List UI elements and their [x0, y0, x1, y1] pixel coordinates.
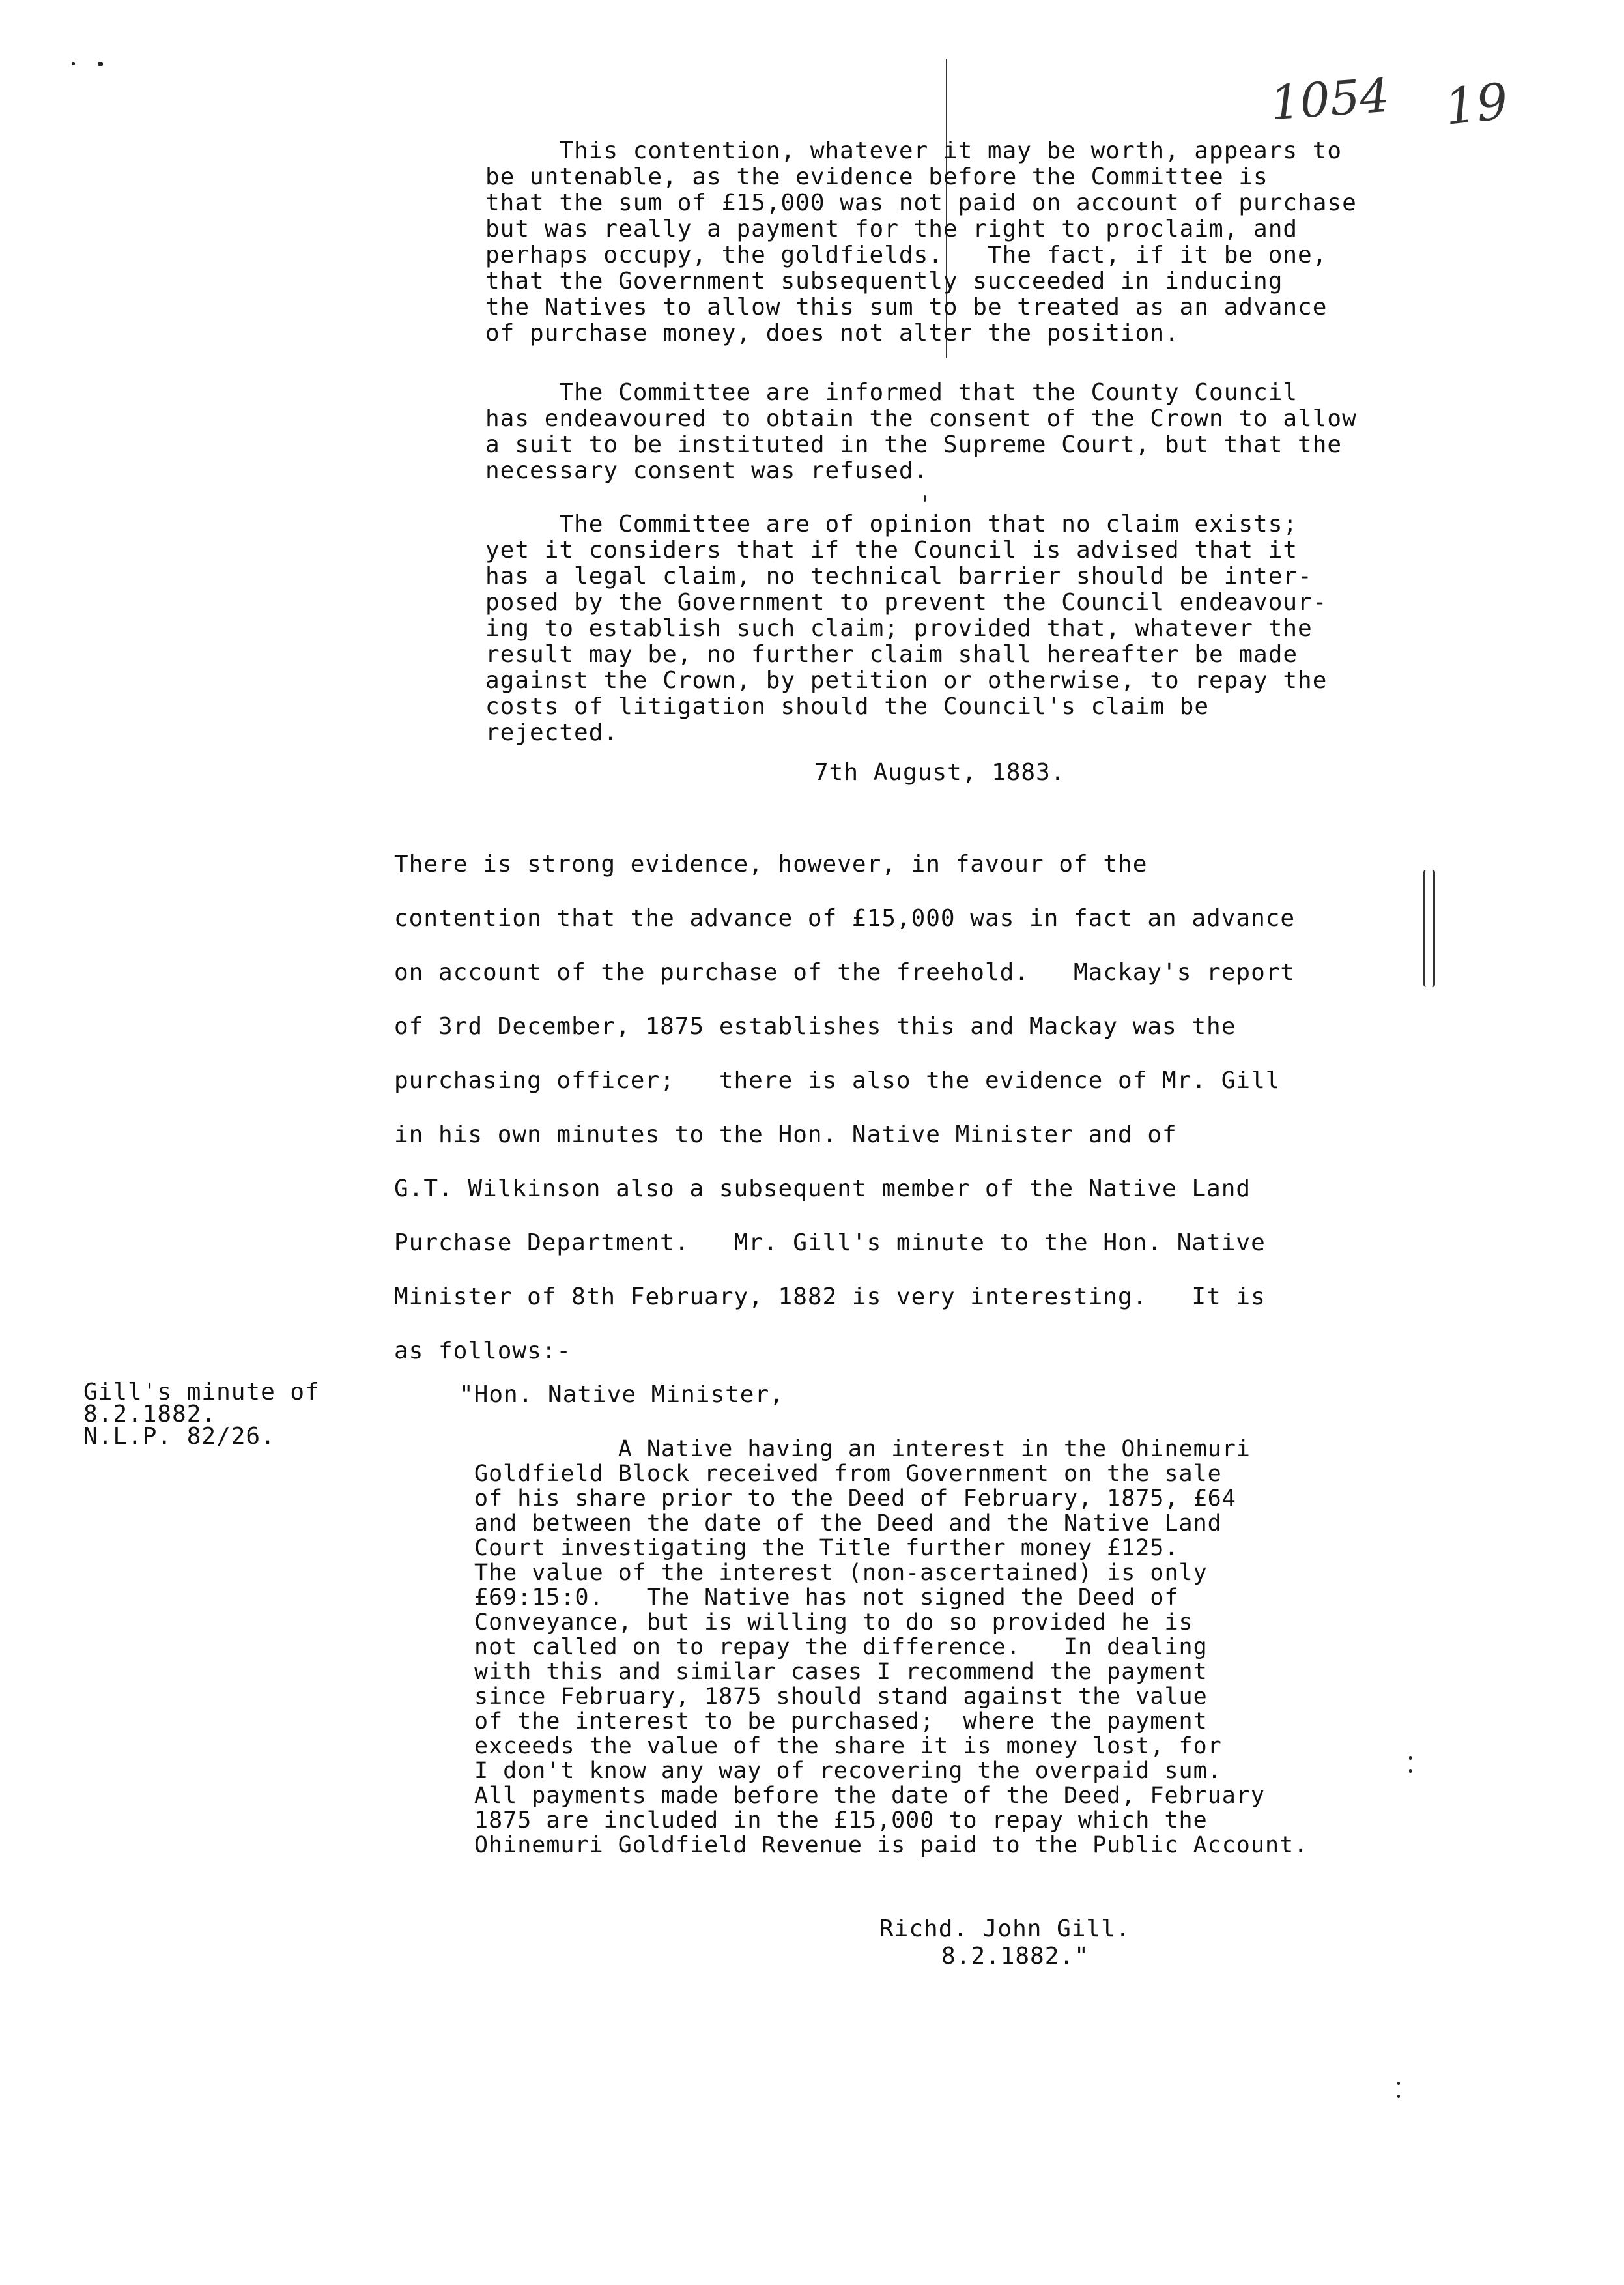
text-line: Purchase Department. Mr. Gill's minute to the Hon. Native	[394, 1229, 1266, 1256]
text-line: £69:15:0. The Native has not signed the Deed of	[474, 1585, 1179, 1611]
text-line: N.L.P. 82/26.	[83, 1423, 276, 1450]
scan-speck	[72, 62, 75, 65]
committee-report-paragraph	[485, 380, 1357, 484]
text-line: on account of the purchase of the freehold. Mackay's report	[394, 959, 1296, 986]
text-line: Ohinemuri Goldfield Revenue is paid to the Public Account.	[474, 1832, 1309, 1858]
text-line: but was really a payment for the right to proclaim, and	[485, 216, 1298, 242]
signature-name: Richd. John Gill.	[879, 1916, 1131, 1942]
text-line: of 3rd December, 1875 establishes this and Mackay was the	[394, 1013, 1236, 1040]
text-line: the Natives to allow this sum to be treated as an advance	[485, 294, 1328, 321]
text-line: and between the date of the Deed and the Native Land	[474, 1510, 1222, 1536]
text-line: with this and similar cases I recommend the payment	[474, 1659, 1208, 1685]
text-line: that the Government subsequently succeeded in inducing	[485, 268, 1283, 295]
text-line: of purchase money, does not alter the position.	[485, 320, 1180, 347]
text-line: necessary consent was refused.	[485, 457, 929, 484]
committee-report-paragraph	[485, 511, 1327, 746]
scan-speck	[98, 62, 103, 66]
text-line: G.T. Wilkinson also a subsequent member of the Native Land	[394, 1175, 1251, 1202]
text-line: contention that the advance of £15,000 was in fact an advance	[394, 905, 1296, 932]
text-line: 1875 are included in the £15,000 to repay which the	[474, 1807, 1208, 1833]
margin-note	[83, 1381, 320, 1448]
text-line: has a legal claim, no technical barrier should be inter-	[485, 563, 1313, 590]
text-line: Minister of 8th February, 1882 is very interesting. It is	[394, 1284, 1266, 1310]
handwritten-folio-number: 1054	[1268, 67, 1391, 131]
text-line: a suit to be instituted in the Supreme Court, but that the	[485, 431, 1343, 458]
text-line: yet it considers that if the Council is advised that it	[485, 537, 1298, 564]
scan-speck	[1409, 1756, 1412, 1760]
text-line: Court investigating the Title further money £125.	[474, 1535, 1179, 1561]
committee-report-paragraph	[485, 138, 1357, 347]
text-line: not called on to repay the difference. In dealing	[474, 1634, 1208, 1660]
text-line: There is strong evidence, however, in favour of the	[394, 851, 1148, 878]
handwritten-page-marker: 19	[1442, 72, 1511, 136]
text-line: The value of the interest (non-ascertained) is only	[474, 1560, 1208, 1586]
text-line: in his own minutes to the Hon. Native Minister and of	[394, 1121, 1177, 1148]
text-line: exceeds the value of the share it is money lost, for	[474, 1733, 1222, 1759]
report-date: 7th August, 1883.	[814, 759, 1066, 786]
text-line: I don't know any way of recovering the overpaid sum.	[474, 1758, 1222, 1784]
margin-bracket-mark	[1423, 870, 1435, 987]
body-paragraph	[394, 837, 1295, 1378]
text-line: costs of litigation should the Council's claim be	[485, 693, 1210, 720]
text-line: result may be, no further claim shall hereafter be made	[485, 641, 1298, 668]
minute-salutation: "Hon. Native Minister,	[459, 1381, 784, 1408]
text-line: All payments made before the date of the Deed, February	[474, 1783, 1265, 1809]
text-line: posed by the Government to prevent the Council endeavour-	[485, 589, 1328, 616]
text-line: Goldfield Block received from Government on the sale	[474, 1461, 1222, 1487]
text-line: Conveyance, but is willing to do so provided he is	[474, 1609, 1193, 1635]
text-line: of his share prior to the Deed of February, 1875, £64	[474, 1486, 1236, 1512]
scan-speck	[1397, 2082, 1400, 2085]
text-line: since February, 1875 should stand against the value	[474, 1684, 1208, 1710]
text-line: be untenable, as the evidence before the Committee is	[485, 164, 1268, 190]
text-line: perhaps occupy, the goldfields. The fact, if it be one,	[485, 242, 1328, 268]
minute-body	[474, 1437, 1308, 1858]
text-line: This contention, whatever it may be worth, appears to	[485, 137, 1343, 164]
scan-speck	[1397, 2095, 1400, 2098]
scan-speck	[1409, 1769, 1412, 1773]
text-line: 8.2.1882.	[83, 1401, 217, 1428]
text-line: has endeavoured to obtain the consent of the Crown to allow	[485, 405, 1357, 432]
scan-speck	[924, 495, 926, 502]
text-line: ing to establish such claim; provided that, whatever the	[485, 615, 1313, 642]
text-line: The Committee are informed that the County Council	[485, 379, 1298, 406]
text-line: The Committee are of opinion that no claim exists;	[485, 511, 1298, 538]
text-line: against the Crown, by petition or otherwise, to repay the	[485, 667, 1328, 694]
text-line: as follows:-	[394, 1338, 572, 1364]
signature-date: 8.2.1882."	[941, 1943, 1089, 1970]
text-line: of the interest to be purchased; where the payment	[474, 1708, 1208, 1734]
text-line: that the sum of £15,000 was not paid on account of purchase	[485, 190, 1357, 216]
text-line: purchasing officer; there is also the evidence of Mr. Gill	[394, 1067, 1281, 1094]
text-line: A Native having an interest in the Ohinemuri	[474, 1436, 1251, 1462]
text-line: rejected.	[485, 719, 619, 746]
text-line: Gill's minute of	[83, 1379, 320, 1405]
